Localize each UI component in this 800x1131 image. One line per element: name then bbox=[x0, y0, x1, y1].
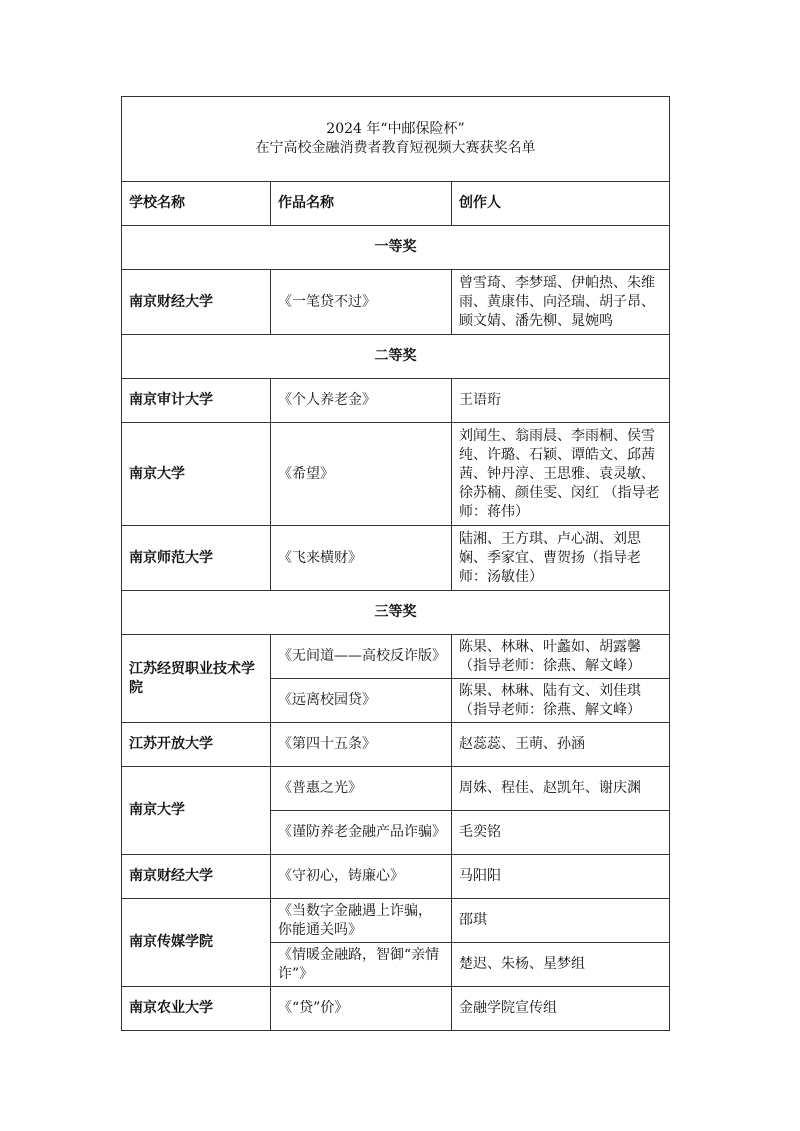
work-title: 《个人养老金》 bbox=[271, 379, 452, 423]
creators: 邵琪 bbox=[452, 899, 670, 943]
school-name: 南京大学 bbox=[122, 423, 271, 526]
header-creators: 创作人 bbox=[452, 182, 670, 226]
creators: 陆湘、王方琪、卢心湖、刘思娴、季家宜、曹贺扬（指导老师：汤敏佳） bbox=[452, 526, 670, 591]
table-row bbox=[122, 899, 670, 943]
work-title: 《普惠之光》 bbox=[271, 767, 452, 811]
creators: 陈果、林琳、陆有文、刘佳琪（指导老师：徐燕、解文峰） bbox=[452, 679, 670, 723]
work-title: 《远离校园贷》 bbox=[271, 679, 452, 723]
school-name: 南京财经大学 bbox=[122, 855, 271, 899]
school-name: 南京传媒学院 bbox=[122, 899, 271, 987]
work-title: 《希望》 bbox=[271, 423, 452, 526]
table-title bbox=[122, 97, 670, 182]
school-name: 南京农业大学 bbox=[122, 987, 271, 1031]
section-third-prize: 三等奖 bbox=[122, 591, 670, 635]
work-title: 《情暖金融路，智御“亲情诈”》 bbox=[271, 943, 452, 987]
table-row bbox=[122, 270, 670, 335]
school-name: 江苏开放大学 bbox=[122, 723, 271, 767]
section-second-prize: 二等奖 bbox=[122, 335, 670, 379]
creators: 金融学院宣传组 bbox=[452, 987, 670, 1031]
work-title: 《“贷”价》 bbox=[271, 987, 452, 1031]
section-first-prize: 一等奖 bbox=[122, 226, 670, 270]
table-row bbox=[122, 987, 670, 1031]
creators: 赵蕊蕊、王萌、孙涵 bbox=[452, 723, 670, 767]
title-line-1: 2024 年“中邮保险杯” bbox=[326, 121, 465, 137]
work-title: 《第四十五条》 bbox=[271, 723, 452, 767]
table-row bbox=[122, 379, 670, 423]
creators: 陈果、林琳、叶蠡如、胡露馨（指导老师：徐燕、解文峰） bbox=[452, 635, 670, 679]
creators: 王语珩 bbox=[452, 379, 670, 423]
school-name: 江苏经贸职业技术学院 bbox=[122, 635, 271, 723]
section-row-first bbox=[122, 226, 670, 270]
section-row-second bbox=[122, 335, 670, 379]
school-name: 南京大学 bbox=[122, 767, 271, 855]
work-title: 《飞来横财》 bbox=[271, 526, 452, 591]
school-name: 南京财经大学 bbox=[122, 270, 271, 335]
work-title: 《一笔贷不过》 bbox=[271, 270, 452, 335]
work-title: 《无间道——高校反诈版》 bbox=[271, 635, 452, 679]
creators: 曾雪琦、李梦瑶、伊帕热、朱维雨、黄康伟、向泾瑞、胡子昂、顾文婧、潘先柳、晁婉鸣 bbox=[452, 270, 670, 335]
creators: 毛奕铭 bbox=[452, 811, 670, 855]
school-name: 南京师范大学 bbox=[122, 526, 271, 591]
header-row bbox=[122, 182, 670, 226]
table-row bbox=[122, 423, 670, 526]
table-row bbox=[122, 723, 670, 767]
creators: 周姝、程佳、赵凯年、谢庆渊 bbox=[452, 767, 670, 811]
header-work: 作品名称 bbox=[271, 182, 452, 226]
work-title: 《谨防养老金融产品诈骗》 bbox=[271, 811, 452, 855]
table-row bbox=[122, 635, 670, 679]
header-school: 学校名称 bbox=[122, 182, 271, 226]
work-title: 《守初心，铸廉心》 bbox=[271, 855, 452, 899]
table-row bbox=[122, 855, 670, 899]
title-row bbox=[122, 97, 670, 182]
section-row-third bbox=[122, 591, 670, 635]
school-name: 南京审计大学 bbox=[122, 379, 271, 423]
creators: 刘闻生、翁雨晨、李雨桐、侯雪纯、许璐、石颖、谭皓文、邱茜茜、钟丹淳、王思雅、袁灵敏、徐苏楠、颜佳雯、闵红 （指导老师：蒋伟） bbox=[452, 423, 670, 526]
table-row bbox=[122, 767, 670, 811]
work-title: 《当数字金融遇上诈骗，你能通关吗》 bbox=[271, 899, 452, 943]
creators: 楚迟、朱杨、星梦组 bbox=[452, 943, 670, 987]
title-line-2: 在宁高校金融消费者教育短视频大赛获奖名单 bbox=[255, 140, 536, 156]
table-row bbox=[122, 526, 670, 591]
creators: 马阳阳 bbox=[452, 855, 670, 899]
award-list-table bbox=[121, 96, 670, 1031]
